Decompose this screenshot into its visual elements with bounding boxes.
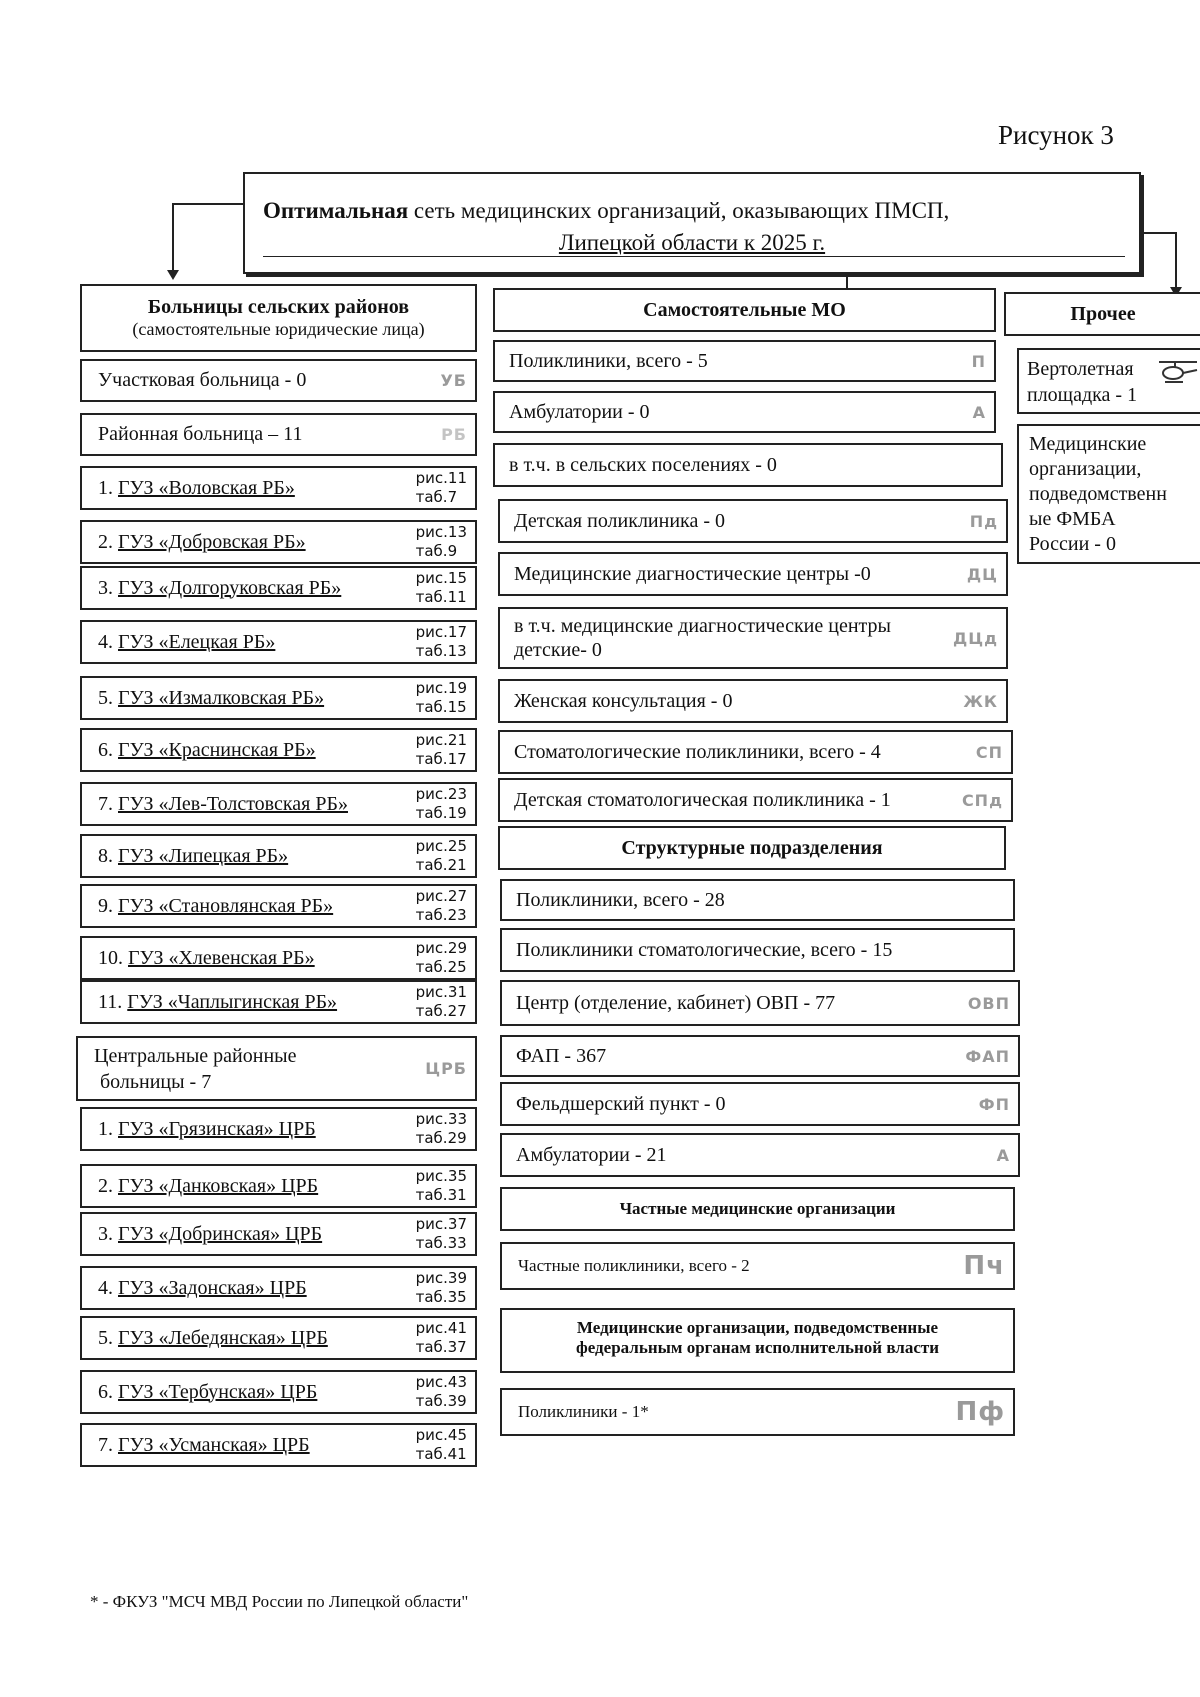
struct-item-label: ФАП - 367 (516, 1044, 607, 1067)
mo-item-abbr: Пд (969, 511, 998, 531)
crb-header-line1: Центральные районные (94, 1044, 297, 1067)
figure-ref: рис.23 (415, 785, 467, 803)
rb-item-name[interactable]: ГУЗ «Чаплыгинская РБ» (127, 990, 338, 1013)
struct-item-label: Поликлиники, всего - 28 (516, 888, 725, 911)
crb-item (80, 1164, 477, 1208)
rb-item (80, 728, 477, 772)
struct-item (500, 1082, 1020, 1126)
helipad-line2: площадка - 1 (1027, 384, 1138, 406)
figure-ref: рис.35 (415, 1167, 467, 1185)
crb-item-number: 1. (98, 1117, 113, 1140)
pch-abbr: Пч (963, 1251, 1005, 1281)
mo-item-label: Поликлиники, всего - 5 (509, 349, 708, 372)
rb-item-refs (416, 939, 467, 977)
figure-ref: рис.13 (415, 523, 467, 541)
rayonnaya-label: Районная больница – 11 (98, 423, 303, 445)
fmba-line: ые ФМБА (1029, 508, 1116, 530)
table-ref: таб.31 (415, 1186, 467, 1204)
table-ref: таб.21 (415, 856, 467, 874)
crb-item (80, 1370, 477, 1414)
rb-item-number: 9. (98, 894, 113, 917)
rb-item-refs (416, 679, 467, 717)
crb-item-refs (416, 1110, 467, 1148)
fmba-line: организации, (1029, 458, 1142, 480)
mo-item-label: Детская стоматологическая поликлиника - 1 (514, 788, 891, 811)
mo-item-abbr: СП (975, 742, 1003, 762)
table-ref: таб.27 (415, 1002, 467, 1020)
mo-item-abbr: А (972, 402, 986, 422)
figure-ref: рис.39 (415, 1269, 467, 1287)
rb-item (80, 466, 477, 510)
figure-ref: рис.27 (415, 887, 467, 905)
federal-mo-header (500, 1308, 1015, 1373)
fmba-line: Медицинские (1029, 433, 1147, 455)
fmba-box (1017, 424, 1200, 564)
struct-item-abbr: ФП (978, 1094, 1010, 1114)
mo-item (498, 730, 1013, 774)
rb-item-name[interactable]: ГУЗ «Лев-Толстовская РБ» (118, 792, 348, 815)
rb-item-refs (416, 887, 467, 925)
crb-item-number: 6. (98, 1380, 113, 1403)
private-polyclinics-label: Частные поликлиники, всего - 2 (518, 1256, 750, 1275)
crb-item (80, 1266, 477, 1310)
struct-item-abbr: А (996, 1145, 1010, 1165)
rb-item-name[interactable]: ГУЗ «Становлянская РБ» (118, 894, 334, 917)
table-ref: таб.33 (415, 1234, 467, 1252)
independent-mo-header: Самостоятельные МО (493, 288, 996, 332)
mo-item-abbr: ДЦд (952, 628, 998, 648)
figure-ref: рис.33 (415, 1110, 467, 1128)
crb-item-refs (416, 1269, 467, 1307)
mo-item (493, 340, 996, 382)
crb-header-box (76, 1036, 477, 1101)
figure-ref: рис.15 (415, 569, 467, 587)
figure-ref: рис.45 (415, 1426, 467, 1444)
crb-item-name[interactable]: ГУЗ «Усманская» ЦРБ (118, 1433, 310, 1456)
table-ref: таб.19 (415, 804, 467, 822)
rb-item-number: 6. (98, 738, 113, 761)
rb-item-number: 5. (98, 686, 113, 709)
uchastkovaya-label: Участковая больница - 0 (98, 369, 307, 391)
figure-ref: рис.17 (415, 623, 467, 641)
rb-item-name[interactable]: ГУЗ «Хлевенская РБ» (128, 946, 315, 969)
struct-item (500, 1035, 1020, 1077)
rb-item (80, 520, 477, 564)
mo-item-label: Женская консультация - 0 (514, 689, 733, 712)
struct-item-label: Амбулатории - 21 (516, 1143, 667, 1166)
table-ref: таб.15 (415, 698, 467, 716)
figure-label: Рисунок 3 (998, 120, 1114, 150)
title-bold: Оптимальная (263, 198, 409, 223)
federal-polyclinics-label: Поликлиники - 1* (518, 1402, 649, 1421)
rb-item-number: 1. (98, 476, 113, 499)
struct-item (500, 879, 1015, 921)
federal-polyclinics-box (500, 1388, 1015, 1436)
figure-ref: рис.29 (415, 939, 467, 957)
mo-item-label: в т.ч. в сельских поселениях - 0 (509, 453, 777, 476)
rayonnaya-box (80, 413, 477, 456)
rb-item-name[interactable]: ГУЗ «Долгоруковская РБ» (118, 576, 342, 599)
mo-item-label: Стоматологические поликлиники, всего - 4 (514, 740, 881, 763)
rb-item (80, 936, 477, 980)
rb-item-number: 10. (98, 946, 123, 969)
struct-item (500, 980, 1020, 1026)
mo-item-abbr: СПд (961, 790, 1003, 810)
crb-item-number: 2. (98, 1174, 113, 1197)
rb-item-name[interactable]: ГУЗ «Липецкая РБ» (118, 844, 289, 867)
figure-ref: рис.19 (415, 679, 467, 697)
mo-item (498, 499, 1008, 543)
rb-item (80, 676, 477, 720)
pf-abbr: Пф (955, 1397, 1005, 1427)
helicopter-icon (1157, 358, 1199, 386)
fmba-line: подведомственн (1029, 483, 1167, 505)
rb-item-name[interactable]: ГУЗ «Елецкая РБ» (118, 630, 276, 653)
crb-item (80, 1423, 477, 1467)
struct-item-abbr: ОВП (967, 993, 1010, 1013)
helipad-box (1017, 348, 1200, 414)
table-ref: таб.13 (415, 642, 467, 660)
rb-item-number: 2. (98, 530, 113, 553)
mo-item (498, 607, 1008, 669)
private-polyclinics-box (500, 1242, 1015, 1290)
mo-item (498, 679, 1008, 723)
table-ref: таб.9 (415, 542, 458, 560)
rb-item-name[interactable]: ГУЗ «Краснинская РБ» (118, 738, 316, 761)
crb-item (80, 1316, 477, 1360)
crb-item-number: 3. (98, 1222, 113, 1245)
table-ref: таб.11 (415, 588, 467, 606)
rb-item-refs (416, 785, 467, 823)
mo-item-abbr: ЖК (963, 691, 998, 711)
struct-item-label: Центр (отделение, кабинет) ОВП - 77 (516, 991, 836, 1014)
rb-item-refs (416, 731, 467, 769)
mo-item-abbr: П (971, 351, 986, 371)
rb-abbr: РБ (441, 425, 467, 444)
struct-item (500, 928, 1015, 972)
crb-item-name[interactable]: ГУЗ «Добринская» ЦРБ (118, 1222, 323, 1245)
table-ref: таб.29 (415, 1129, 467, 1147)
private-mo-header: Частные медицинские организации (500, 1187, 1015, 1231)
rb-item-number: 8. (98, 844, 113, 867)
ub-abbr: УБ (440, 371, 467, 390)
rb-item-number: 4. (98, 630, 113, 653)
struct-item-label: Поликлиники стоматологические, всего - 15 (516, 938, 893, 961)
crb-abbr: ЦРБ (425, 1059, 467, 1078)
rb-item-name[interactable]: ГУЗ «Воловская РБ» (118, 476, 295, 499)
title-box (243, 172, 1141, 274)
uchastkovaya-box (80, 359, 477, 402)
title-line2: Липецкой области к 2025 г. (558, 230, 826, 255)
struct-item (500, 1133, 1020, 1177)
crb-item-number: 4. (98, 1276, 113, 1299)
table-ref: таб.37 (415, 1338, 467, 1356)
struct-item-label: Фельдшерский пункт - 0 (516, 1092, 726, 1115)
rb-item-refs (416, 983, 467, 1021)
mo-item-abbr: ДЦ (966, 564, 998, 584)
crb-item-name[interactable]: ГУЗ «Задонская» ЦРБ (118, 1276, 307, 1299)
figure-ref: рис.25 (415, 837, 467, 855)
rb-item-refs (416, 569, 467, 607)
rb-item (80, 834, 477, 878)
struct-item-abbr: ФАП (965, 1046, 1010, 1066)
mo-item-label: Амбулатории - 0 (509, 400, 650, 423)
rb-item (80, 566, 477, 610)
mo-item (498, 552, 1008, 596)
crb-item (80, 1107, 477, 1151)
mo-item-label: Детская поликлиника - 0 (514, 509, 725, 532)
table-ref: таб.35 (415, 1288, 467, 1306)
mo-item (493, 391, 996, 433)
figure-ref: рис.31 (415, 983, 467, 1001)
rb-item (80, 884, 477, 928)
rb-item-refs (416, 837, 467, 875)
table-ref: таб.41 (415, 1445, 467, 1463)
crb-item-refs (416, 1215, 467, 1253)
rb-item-name[interactable]: ГУЗ «Добровская РБ» (118, 530, 306, 553)
crb-item-refs (416, 1319, 467, 1357)
rb-item-number: 11. (98, 990, 123, 1013)
figure-ref: рис.43 (415, 1373, 467, 1391)
figure-ref: рис.41 (415, 1319, 467, 1337)
rb-item-refs (416, 469, 467, 507)
table-ref: таб.39 (415, 1392, 467, 1410)
mo-item (493, 443, 1003, 487)
mo-item (498, 778, 1013, 822)
crb-item-name[interactable]: ГУЗ «Лебедянская» ЦРБ (118, 1326, 328, 1349)
table-ref: таб.25 (415, 958, 467, 976)
fmba-line: России - 0 (1029, 533, 1116, 555)
crb-item-refs (416, 1167, 467, 1205)
crb-item-refs (416, 1426, 467, 1464)
federal-header-line1: Медицинские организации, подведомственные (576, 1318, 939, 1337)
crb-item (80, 1212, 477, 1256)
crb-item-name[interactable]: ГУЗ «Тербунская» ЦРБ (118, 1380, 318, 1403)
structural-divisions-header: Структурные подразделения (498, 826, 1006, 870)
rural-hospitals-header (80, 284, 477, 352)
rural-hospitals-subtitle: (самостоятельные юридические лица) (132, 319, 425, 339)
mo-item-label: в т.ч. медицинские диагностические центры детские- 0 (514, 615, 891, 661)
federal-header-line2: федеральным органам исполнительной власти (575, 1338, 940, 1357)
table-ref: таб.17 (415, 750, 467, 768)
rb-item-number: 3. (98, 576, 113, 599)
mo-item-label: Медицинские диагностические центры -0 (514, 562, 871, 585)
figure-ref: рис.37 (415, 1215, 467, 1233)
crb-item-number: 7. (98, 1433, 113, 1456)
other-header: Прочее (1004, 292, 1200, 336)
rb-item-refs (416, 523, 467, 561)
rb-item (80, 620, 477, 664)
title-rest: сеть медицинских организаций, оказывающих ПМСП, (408, 198, 950, 223)
footnote: * - ФКУЗ "МСЧ МВД России по Липецкой области" (90, 1592, 469, 1611)
crb-header-line2: больницы - 7 (100, 1070, 212, 1093)
crb-item-number: 5. (98, 1326, 113, 1349)
crb-item-name[interactable]: ГУЗ «Грязинская» ЦРБ (118, 1117, 316, 1140)
figure-ref: рис.21 (415, 731, 467, 749)
table-ref: таб.23 (415, 906, 467, 924)
crb-item-name[interactable]: ГУЗ «Данковская» ЦРБ (118, 1174, 319, 1197)
helipad-line1: Вертолетная (1027, 358, 1134, 380)
rural-hospitals-title: Больницы сельских районов (147, 296, 410, 318)
rb-item (80, 980, 477, 1024)
table-ref: таб.7 (415, 488, 458, 506)
rb-item-name[interactable]: ГУЗ «Измалковская РБ» (118, 686, 325, 709)
rb-item (80, 782, 477, 826)
crb-item-refs (416, 1373, 467, 1411)
rb-item-refs (416, 623, 467, 661)
rb-item-number: 7. (98, 792, 113, 815)
figure-ref: рис.11 (415, 469, 467, 487)
